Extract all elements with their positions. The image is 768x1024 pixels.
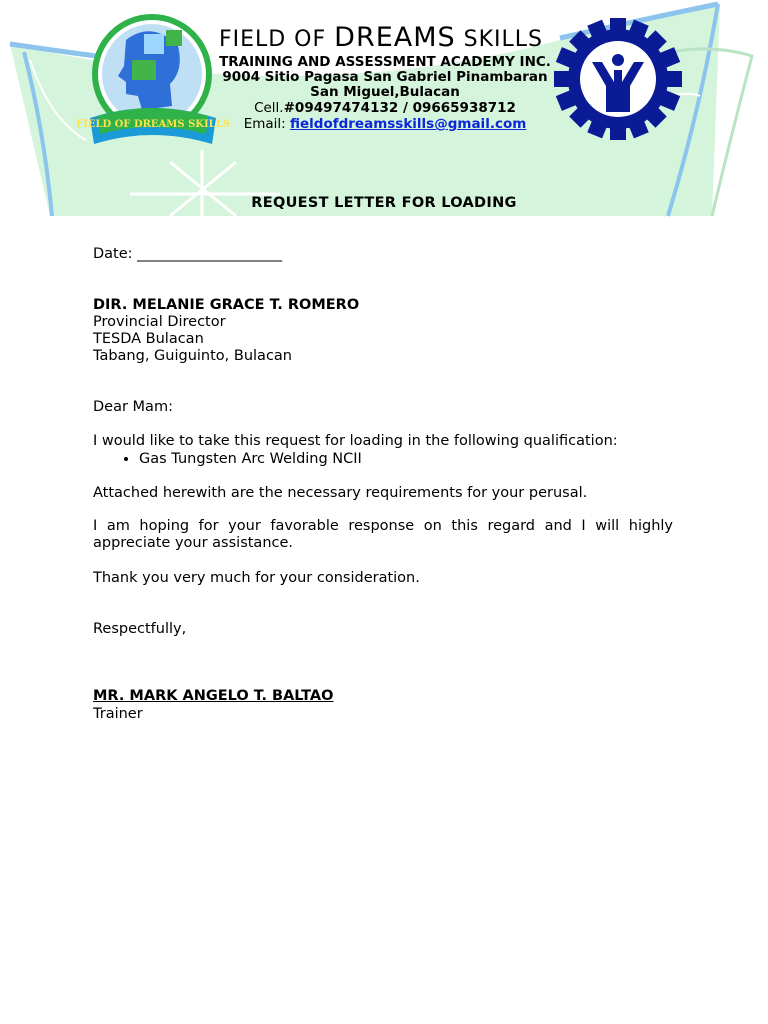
- tesda-logo: [552, 16, 684, 142]
- svg-text:FIELD OF DREAMS SKILLS: FIELD OF DREAMS SKILLS: [76, 119, 230, 130]
- salutation: Dear Mam:: [93, 399, 173, 415]
- email-line: [200, 116, 570, 132]
- recipient-office: TESDA Bulacan: [93, 331, 204, 347]
- org-name-part: FIELD OF: [218, 27, 335, 52]
- recipient-address: Tabang, Guiguinto, Bulacan: [93, 348, 292, 364]
- organization-subtitle: TRAINING AND ASSESSMENT ACADEMY INC.: [219, 54, 551, 70]
- intro-paragraph: I would like to take this request for loading in the following qualification:: [93, 433, 618, 449]
- org-name-part: SKILLS: [455, 27, 544, 52]
- org-name-part: DREAMS: [334, 22, 456, 53]
- thanks-paragraph: Thank you very much for your consideration.: [93, 570, 420, 586]
- email-link[interactable]: fieldofdreamsskills@gmail.com: [290, 116, 527, 132]
- cell-numbers: [200, 100, 570, 116]
- attached-paragraph: Attached herewith are the necessary requirements for your perusal.: [93, 485, 588, 501]
- recipient-name: DIR. MELANIE GRACE T. ROMERO: [93, 297, 360, 313]
- cell-label: Cell.: [254, 100, 284, 116]
- list-item: • Gas Tungsten Arc Welding NCII: [139, 451, 673, 468]
- recipient-position: Provincial Director: [93, 314, 226, 330]
- date-line: Date: ____________________: [93, 246, 283, 262]
- signatory-title: Trainer: [93, 706, 143, 722]
- cell-value: #09497474132 / 09665938712: [283, 100, 516, 116]
- letter-title: REQUEST LETTER FOR LOADING: [251, 195, 517, 211]
- address-line-2: San Miguel,Bulacan: [310, 84, 460, 100]
- letterhead: [0, 0, 768, 216]
- hoping-paragraph: I am hoping for your favorable response on this regard and I will highly appreciate your assistance.: [93, 518, 673, 551]
- signatory-name: MR. MARK ANGELO T. BALTAO: [93, 688, 334, 704]
- closing: Respectfully,: [93, 621, 187, 637]
- qualification-list: [93, 451, 673, 468]
- organization-name: [216, 22, 546, 53]
- email-label: Email:: [243, 116, 290, 132]
- address-line-1: 9004 Sitio Pagasa San Gabriel Pinambaran: [222, 69, 548, 85]
